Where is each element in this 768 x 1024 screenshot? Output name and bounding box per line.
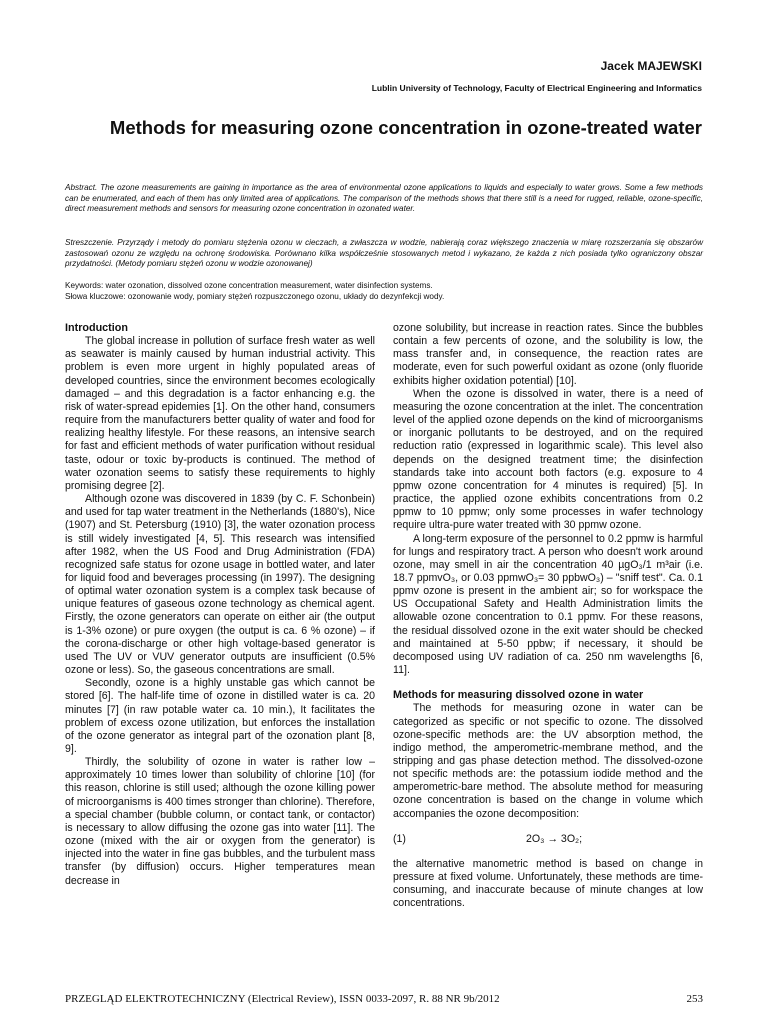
paper-title: Methods for measuring ozone concentration in ozone-treated water <box>109 117 702 138</box>
keywords: Keywords: water ozonation, dissolved ozone concentration measurement, water disinfection systems. <box>65 281 433 290</box>
keywords-polish: Słowa kluczowe: ozonowanie wody, pomiary stężeń rozpuszczonego ozonu, układy do dezynfekcji wody. <box>65 292 445 301</box>
paragraph: the alternative manometric method is based on change in pressure at fixed volume. Unfortunately, these methods are time-consuming, and inaccurate because of minute changes at low concentrations. <box>393 857 703 910</box>
paragraph: The methods for measuring ozone in water can be categorized as specific or not specific to ozone. The dissolved ozone-specific methods are: the UV absorption method, the indigo method, the amperometric-membrane method, and the stripping and gas phase detection method. The dissolved-ozone not specific methods are: the potassium iodide method and the amperometric-bare method. The absolute method for measuring ozone concentration is based on the change in volume which accompanies the ozone decomposition: <box>393 702 703 820</box>
equation-number: (1) <box>393 832 406 845</box>
abstract-polish: Streszczenie. Przyrządy i metody do pomiaru stężenia ozonu w cieczach, a zwłaszcza w wodzie, nabierają coraz większego znaczenia w miarę rozszerzania się obszarów zastosowań ozonu ze względu na ochronę środowiska. Porównano kilka współcześnie stosowanych metod i wykazano, że każda z nich posiada tylko ograniczony obszar przydatności. (Metody pomiaru stężeń ozonu w wodzie ozonowanej) <box>65 238 703 269</box>
paragraph: Although ozone was discovered in 1839 (by C. F. Schonbein) and used for tap water treatment in the Netherlands (1880's), Nice (1907) and St. Petersburg (1910) [3], the water ozonation process is still widely investigated [4, 5]. This research was intensified after 1982, when the US Food and Drug Administration (FDA) recognized safe status for ozone usage in bottled water, and later for liquid food and beverages processing (in 1997). The designing of optimal water ozonation system is a complex task because of unique features of gaseous ozone technology as chemical agent. Firstly, the ozone generators can operate on either air (the output is 1-3% ozone) or pure oxygen (the output is ca. 6 % ozone) – if the corona-discharge or other high voltage-based generator is used The UV or VUV generator outputs are insufficient (0.5% ozone or less). So, the gaseous concentrations are small. <box>65 493 375 677</box>
author-name: Jacek MAJEWSKI <box>600 59 702 73</box>
paragraph: When the ozone is dissolved in water, there is a need of measuring the ozone concentration at the inlet. The concentration level of the applied ozone depends on the kind of microorganisms or inorganic pollutants to be destroyed, and on the required reduction ratio (expressed in logarithmic scale). This level also depends on the designed treatment time; the disinfection standards take into account both factors (e.g. exposure to 4 ppmw ozone concentration for 4 minutes is required) [5]. In practice, the applied ozone exhibits concentrations from 0.2 ppmw to 10 ppmw; only some processes in wafer technology require ultra-pure water treated with 30 ppmw ozone. <box>393 387 703 532</box>
author-affiliation: Lublin University of Technology, Faculty of Electrical Engineering and Informatics <box>371 83 702 93</box>
left-column <box>65 322 375 888</box>
paragraph: The global increase in pollution of surface fresh water as well as seawater is mainly caused by human industrial activity. This problem is even more urgent in highly populated areas of developed countries, since the environment becomes ecologically damaged – and this degradation is a factor enhancing e.g. the risk of water-spread epidemies [1]. On the other hand, consumers require from the manufacturers better quality of water and food for realizing healthy lifestyle. For these reasons, an intensive search for fast and efficient methods of water purification without residual taste, odour or toxic by-products is continued. The method of water ozonation seems to satisfy these requirements to highly promising degree [2]. <box>65 335 375 492</box>
equation-formula: 2O₃ → 3O₂; <box>526 832 583 845</box>
journal-citation: PRZEGLĄD ELEKTROTECHNICZNY (Electrical Review), ISSN 0033-2097, R. 88 NR 9b/2012 <box>65 993 500 1005</box>
equation <box>393 833 703 846</box>
section-heading-introduction: Introduction <box>65 322 128 334</box>
paragraph: Secondly, ozone is a highly unstable gas which cannot be stored [6]. The half-life time of ozone in distilled water is ca. 20 minutes [7] (in raw potable water ca. 10 min.), It facilitates the problem of excess ozone utilization, but enforces the installation of the ozone generator as integral part of the ozonation plant [8, 9]. <box>65 677 375 755</box>
page-number: 253 <box>686 993 703 1005</box>
paragraph: A long-term exposure of the personnel to 0.2 ppmw is harmful for lungs and respiratory tract. A person who doesn't work around ozone, may smell in air the concentration 40 µgO₃/1 m³air (i.e. 18.7 ppmvO₃, or 0.03 ppmwO₃= 30 ppbwO₃) – "sniff test". Ca. 0.1 ppmv ozone is present in the ambient air; so for workspace the US Occupational Safety and Health Administration limits the allowable ozone concentration to 0.1 ppmv. For these reasons, the residual dissolved ozone in the exit water should be checked and maintained at 5-50 ppbw; if necessary, it should be decomposed using UV radiation of ca. 250 nm wavelengths [6, 11]. <box>393 532 703 677</box>
right-column <box>393 322 703 911</box>
section-heading-methods: Methods for measuring dissolved ozone in water <box>393 689 644 702</box>
paragraph: ozone solubility, but increase in reaction rates. Since the bubbles contain a few percents of ozone, and the solubility is low, the mass transfer and, in consequence, the reaction rates are moderate, even for such powerful oxidant as ozone (only fluoride exhibits higher oxidation potential) [10]. <box>393 322 703 387</box>
abstract-english: Abstract. The ozone measurements are gaining in importance as the area of environmental ozone applications to liquids and especially to water grows. Some a few methods can be enumerated, and each of them has only limited area of applications. The comparison of the methods shows that there still is a need for rugged, reliable, ozone-specific, direct measurement methods and sensors for measuring ozone concentration in ozonated water. <box>65 183 703 214</box>
page-footer <box>65 993 703 1005</box>
paragraph: Thirdly, the solubility of ozone in water is rather low – approximately 10 times lower than solubility of chlorine [10] (for this reason, chlorine is still used; although the ozone killing power of microorganisms is 400 times stronger than chlorine). Therefore, a special chamber (bubble column, or contact tank, or contactor) is necessary to allow diffusing the ozone gas into water [11]. The ozone (mixed with the air or oxygen from the generator) is injected into the water in fine gas bubbles, and the turbulent mass transfer (by diffusion) occurs. Higher temperatures mean decrease in <box>65 756 375 887</box>
